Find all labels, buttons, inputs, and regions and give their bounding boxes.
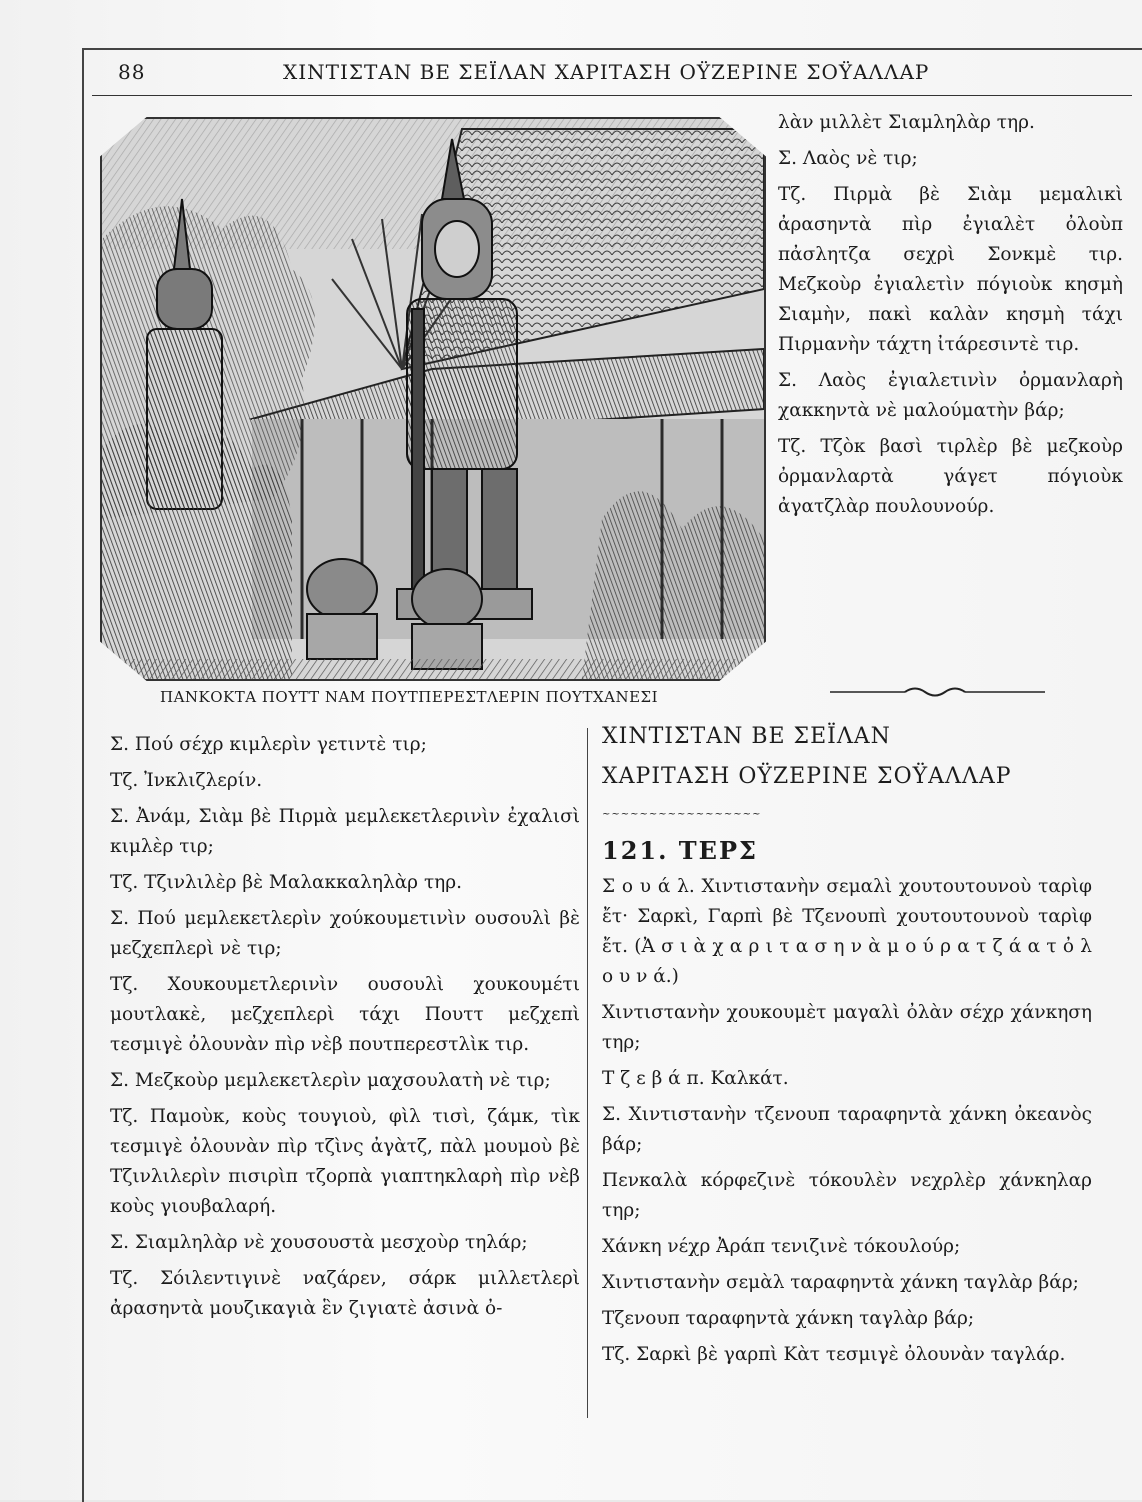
paragraph: Τζ. Χουκουμετλερινὶν ουσουλὶ χουκουμέτι μουτλακὲ, μεζχεπλερὶ τάχι Πουττ μεζχεπὶ τεσμιγὲ ὀλουνὰν πὶρ νὲβ πουτπερεστλὶκ τιρ. <box>110 974 580 1055</box>
paragraph: Σ. Πού σέχρ κιμλερὶν γετιντὲ τιρ; <box>110 734 427 755</box>
temple-engraving-drawing <box>102 119 764 679</box>
ornamental-divider <box>830 683 1045 701</box>
paragraph: Σ. Μεζκοὺρ μεμλεκετλερὶν μαχσουλατὴ νὲ τιρ; <box>110 1070 551 1091</box>
paragraph: Σ ο υ ά λ. Χιντιστανὴν σεμαλὶ χουτουτουνοὺ ταρὶφ ἔτ· Σαρκὶ, Γαρπὶ βὲ Τζενουπὶ χουτουτουνοὺ ταρὶφ ἔτ. (Ἀ σ ι ὰ χ α ρ ι τ α σ η ν ὰ μ ο ύ ρ α τ ζ ά α τ ὀ λ ο υ ν ά.) <box>602 876 1092 987</box>
paragraph: Σ. Σιαμληλὰρ νὲ χουσουστὰ μεσχοὺρ τηλάρ; <box>110 1232 528 1253</box>
illustration-caption: ΠΑΝΚΟΚΤΑ ΠΟΥΤΤ ΝΑΜ ΠΟΥΤΠΕΡΕΣΤΛΕΡΙΝ ΠΟΥΤΧΑΝΕΣΙ <box>160 688 659 706</box>
lesson-heading: 121. ΤΕΡΣ <box>602 836 758 865</box>
section-title-line2: ΧΑΡΙΤΑΣΗ ΟΫΖΕΡΙΝΕ ΣΟΫΑΛΛΑΡ <box>602 764 1012 789</box>
paragraph: λὰν μιλλὲτ Σιαμληλὰρ τηρ. <box>778 112 1035 133</box>
paragraph: Σ. Λαὸς ἐγιαλετινὶν ὀρμανλαρὴ χακκηντὰ νὲ μαλούματὴν βάρ; <box>778 370 1123 421</box>
paragraph: Σ. Ἀνάμ, Σιὰμ βὲ Πιρμὰ μεμλεκετλερινὶν ἐχαλισὶ κιμλὲρ τιρ; <box>110 806 580 857</box>
running-title: ΧΙΝΤΙΣΤΑΝ ΒΕ ΣΕΪΛΑΝ ΧΑΡΙΤΑΣΗ ΟΫΖΕΡΙΝΕ ΣΟΫΑΛΛΑΡ <box>283 60 930 84</box>
header-rule <box>92 95 1132 96</box>
running-header <box>118 60 930 90</box>
paragraph: Τζ. Παμοὺκ, κοὺς τουγιοὺ, φὶλ τισὶ, ζάμκ, τὶκ τεσμιγὲ ὀλουνὰν πὶρ τζὶνς ἀγὰτζ, πὰλ μουμοὺ βὲ Τζινλιλερὶν πισιρὶπ τζορπὰ γιαπτηκλαρὴ πὶρ νὲβ κοὺς γιουβαλαρή. <box>110 1106 580 1217</box>
paragraph: Τζενουπ ταραφηντὰ χάνκη ταγλὰρ βάρ; <box>602 1308 975 1329</box>
paragraph: Τζ. Σαρκὶ βὲ γαρπὶ Κὰτ τεσμιγὲ ὀλουνὰν ταγλάρ. <box>602 1344 1066 1365</box>
page-number: 88 <box>118 60 146 84</box>
paragraph: Τζ. Ἰνκλιζλερίν. <box>110 770 263 791</box>
paragraph: Τζ. Τζινλιλὲρ βὲ Μαλακκαληλὰρ τηρ. <box>110 872 463 893</box>
paragraph: Τζ. Τζὸκ βασὶ τιρλὲρ βὲ μεζκοὺρ ὀρμανλαρτὰ γάγετ πόγιοὺκ ἀγατζλὰρ πουλουνούρ. <box>778 436 1123 517</box>
temple-engraving <box>100 117 766 681</box>
paragraph: Σ. Πού μεμλεκετλερὶν χούκουμετινὶν ουσουλὶ βὲ μεζχεπλερὶ νὲ τιρ; <box>110 908 580 959</box>
section-title-line1: ΧΙΝΤΙΣΤΑΝ ΒΕ ΣΕΪΛΑΝ <box>602 724 891 749</box>
paragraph: Χάνκη νέχρ Ἀράπ τενιζινὲ τόκουλούρ; <box>602 1236 961 1257</box>
paragraph: Χιντιστανὴν χουκουμὲτ μαγαλὶ ὀλὰν σέχρ χάνκηση τηρ; <box>602 1002 1092 1053</box>
paragraph: Τζ. Πιρμὰ βὲ Σιὰμ μεμαλικὶ ἀρασηντὰ πὶρ ἐγιαλὲτ ὀλοὺπ πἀσλητζα σεχρὶ Σονκμὲ τιρ. Μεζκοὺρ ἐγιαλετὶν πόγιοὺκ κησμὴ Σιαμὴν, πακὶ καλὰν κησμὴ τάχι Πιρμανὴν τάχτη ἰτάρεσιντὲ τιρ. <box>778 184 1123 355</box>
paragraph: Πενκαλὰ κόρφεζινὲ τόκουλὲν νεχρλὲρ χάνκηλαρ τηρ; <box>602 1170 1092 1221</box>
left-bottom-column <box>110 730 580 1330</box>
paragraph: Τ ζ ε β ά π. Καλκάτ. <box>602 1068 789 1089</box>
wavy-rule: ~~~~~~~~~~~~~~~~~ <box>602 809 762 820</box>
right-top-column <box>778 108 1123 528</box>
paragraph: Σ. Χιντιστανὴν τζενουπ ταραφηντὰ χάνκη ὀκεανὸς βάρ; <box>602 1104 1092 1155</box>
column-divider <box>587 728 588 1418</box>
paragraph: Τζ. Σόιλεντιγινὲ ναζάρεν, σάρκ μιλλετλερὶ ἀρασηντὰ μουζικαγιὰ ἓν ζιγιατὲ ἀσινὰ ὀ- <box>110 1268 580 1319</box>
right-bottom-column <box>602 720 1092 1376</box>
paragraph: Σ. Λαὸς νὲ τιρ; <box>778 148 918 169</box>
paragraph: Χιντιστανὴν σεμὰλ ταραφηντὰ χάνκη ταγλὰρ βάρ; <box>602 1272 1079 1293</box>
